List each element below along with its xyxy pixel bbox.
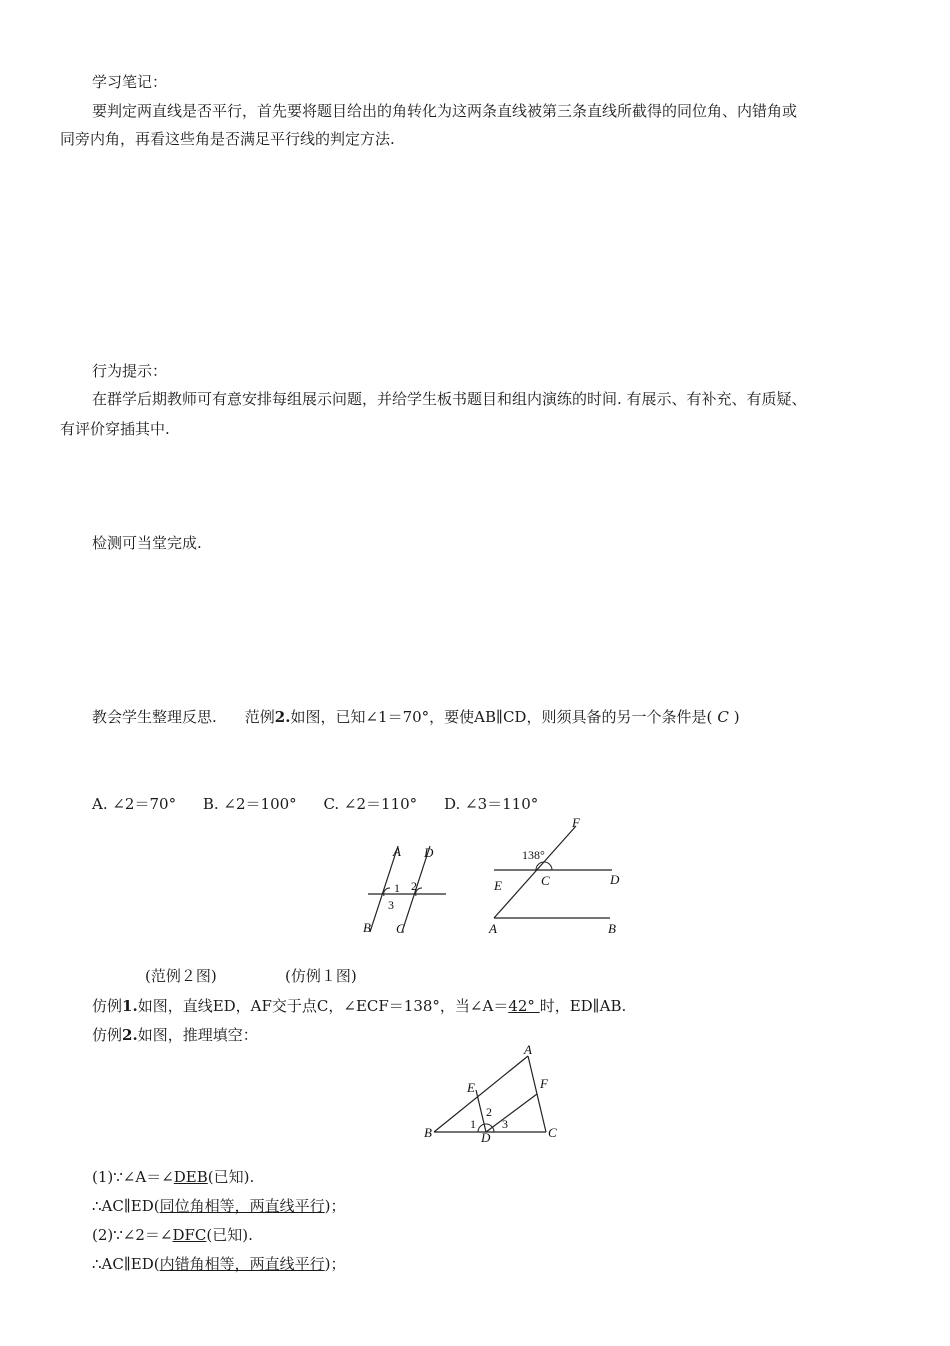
example2-figure — [360, 840, 460, 940]
reasoning-line-1 — [92, 1167, 254, 1187]
fig3-angle-1: 1 — [470, 1117, 476, 1131]
reasoning-line-2-post: )； — [324, 1197, 346, 1215]
hint-body-line1: 在群学后期教师可有意安排每组展示问题，并给学生板书题目和组内演练的时间. 有展示、有补充、有质疑、 — [92, 390, 807, 408]
reasoning-line-1-pre: (1)∵∠A＝∠ — [92, 1168, 174, 1186]
example2-options — [92, 794, 560, 814]
reasoning-line-4 — [92, 1254, 346, 1274]
hint-body-line2: 有评价穿插其中. — [60, 420, 170, 438]
fig3-label-d: D — [481, 1130, 491, 1144]
reasoning-line-2 — [92, 1196, 346, 1216]
fig1-angle-3: 3 — [388, 898, 394, 912]
fig3-angle-3: 3 — [502, 1117, 508, 1131]
notes-body-line2: 同旁内角，再看这些角是否满足平行线的判定方法. — [60, 130, 395, 148]
fig1-label-b: B — [363, 920, 371, 935]
option-c: C. ∠2＝110° — [323, 795, 418, 813]
imitation1-tail: 时，ED∥AB. — [539, 997, 627, 1015]
reasoning-line-4-pre: ∴AC∥ED( — [92, 1255, 160, 1273]
example2-close: ) — [733, 708, 740, 726]
imitation2-figure — [420, 1040, 570, 1144]
imitation2-question — [92, 1025, 258, 1045]
imitation1-figure — [484, 812, 634, 938]
fig2-label-a: A — [489, 921, 497, 936]
fig2-angle-138: 138° — [522, 848, 545, 862]
example2-label: 范例 — [244, 708, 275, 726]
reasoning-line-2-answer: 同位角相等，两直线平行 — [159, 1197, 325, 1215]
example2-text: 如图，已知∠1＝70°，要使AB∥CD，则须具备的另一个条件是( — [290, 708, 713, 726]
fig1-angle-2: 2 — [411, 879, 417, 893]
example2-prefix: 教会学生整理反思. — [92, 708, 217, 726]
reasoning-line-3-post: (已知). — [206, 1226, 253, 1244]
reasoning-line-4-post: )； — [324, 1255, 346, 1273]
fig3-label-b: B — [424, 1125, 432, 1140]
example2-num: 2. — [274, 708, 291, 726]
fig3-label-c: C — [548, 1125, 557, 1140]
imitation2-label: 仿例 — [92, 1026, 123, 1044]
fig1-label-d: D — [424, 845, 434, 860]
fig3-angle-2: 2 — [486, 1105, 492, 1119]
option-b: B. ∠2＝100° — [202, 795, 297, 813]
fig3-label-f: F — [540, 1076, 548, 1091]
reasoning-line-3-pre: (2)∵∠2＝∠ — [92, 1226, 173, 1244]
reasoning-line-3 — [92, 1225, 253, 1245]
reasoning-line-4-answer: 内错角相等，两直线平行 — [159, 1255, 325, 1273]
example2-question — [92, 707, 740, 727]
notes-body-line1: 要判定两直线是否平行，首先要将题目给出的角转化为这两条直线被第三条直线所截得的同位角、内错角或 — [92, 102, 798, 120]
fig3-label-a: A — [524, 1042, 532, 1057]
example2-answer: C — [717, 708, 729, 726]
fig2-label-b: B — [608, 921, 616, 936]
imitation1-answer: 42° — [508, 997, 535, 1015]
imitation2-num: 2. — [122, 1026, 138, 1044]
option-a: A. ∠2＝70° — [92, 795, 177, 813]
fig1-label-c: C — [396, 921, 405, 936]
reasoning-line-2-pre: ∴AC∥ED( — [92, 1197, 160, 1215]
imitation1-num: 1. — [122, 997, 138, 1015]
reasoning-line-1-post: (已知). — [207, 1168, 255, 1186]
fig2-label-e: E — [494, 878, 502, 893]
fig3-label-e: E — [467, 1080, 475, 1095]
reasoning-line-1-answer: DEB — [173, 1168, 208, 1186]
fig2-label-d: D — [610, 872, 620, 887]
reasoning-line-3-answer: DFC — [172, 1226, 207, 1244]
caption-imitation1: (仿例１图) — [285, 967, 357, 985]
notes-title: 学习笔记： — [92, 73, 168, 91]
fig2-label-c: C — [541, 873, 550, 888]
imitation1-label: 仿例 — [92, 997, 123, 1015]
fig2-label-f: F — [572, 815, 580, 830]
fig1-angle-1: 1 — [394, 881, 400, 895]
hint-title: 行为提示： — [92, 362, 168, 380]
option-d: D. ∠3＝110° — [443, 795, 539, 813]
imitation1-text: 如图，直线ED，AF交于点C，∠ECF＝138°，当∠A＝ — [137, 997, 509, 1015]
imitation2-text: 如图，推理填空： — [137, 1026, 258, 1044]
caption-example2: (范例２图) — [145, 967, 217, 985]
fig1-label-a: A — [393, 844, 401, 859]
check-note: 检测可当堂完成. — [92, 534, 202, 552]
imitation1-question — [92, 996, 626, 1016]
